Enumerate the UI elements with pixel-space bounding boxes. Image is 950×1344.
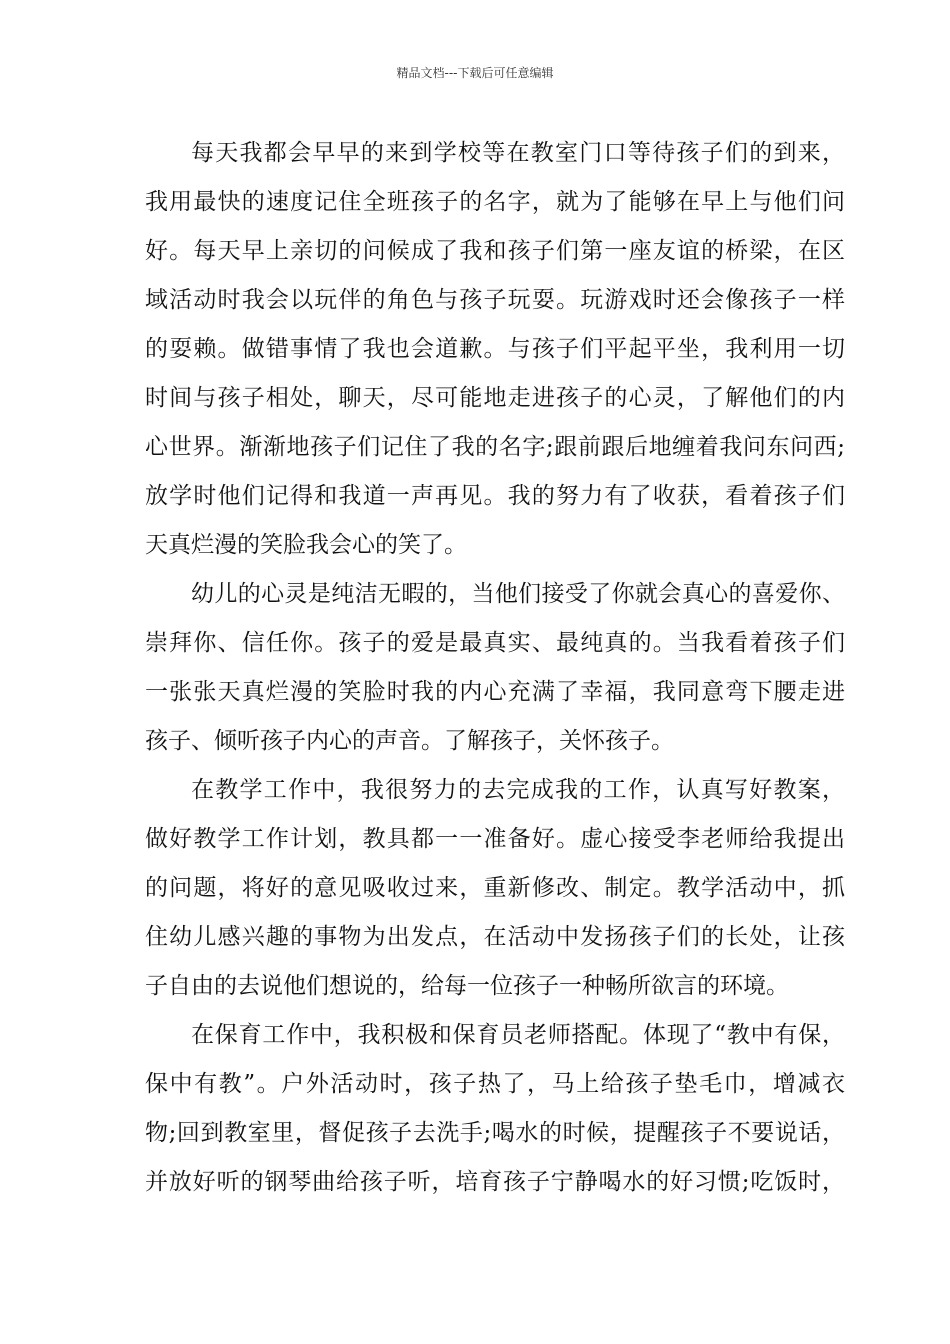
text-line: 并放好听的钢琴曲给孩子听，培育孩子宁静喝水的好习惯;吃饭时， bbox=[145, 1169, 845, 1195]
paragraph-1 bbox=[145, 129, 845, 570]
text-line: 的耍赖。做错事情了我也会道歉。与孩子们平起平坐，我利用一切 bbox=[145, 336, 845, 362]
document-body bbox=[145, 129, 845, 1207]
paragraph-3 bbox=[145, 766, 845, 1011]
text-line: 在教学工作中，我很努力的去完成我的工作，认真写好教案， bbox=[191, 777, 845, 803]
text-line: 做好教学工作计划，教具都一一准备好。虚心接受李老师给我提出 bbox=[145, 826, 845, 852]
text-line: 域活动时我会以玩伴的角色与孩子玩耍。玩游戏时还会像孩子一样 bbox=[145, 287, 845, 313]
paragraph-2 bbox=[145, 570, 845, 766]
text-line: 保中有教”。户外活动时，孩子热了，马上给孩子垫毛巾，增减衣 bbox=[145, 1071, 845, 1097]
text-line: 每天我都会早早的来到学校等在教室门口等待孩子们的到来， bbox=[191, 140, 845, 166]
text-line: 在保育工作中，我积极和保育员老师搭配。体现了“教中有保， bbox=[191, 1022, 845, 1048]
text-line: 物;回到教室里，督促孩子去洗手;喝水的时候，提醒孩子不要说话， bbox=[145, 1120, 845, 1146]
text-line: 住幼儿感兴趣的事物为出发点，在活动中发扬孩子们的长处，让孩 bbox=[145, 924, 845, 950]
text-line: 子自由的去说他们想说的，给每一位孩子一种畅所欲言的环境。 bbox=[145, 973, 789, 999]
text-line: 我用最快的速度记住全班孩子的名字，就为了能够在早上与他们问 bbox=[145, 189, 845, 215]
text-line: 时间与孩子相处，聊天，尽可能地走进孩子的心灵，了解他们的内 bbox=[145, 385, 845, 411]
text-line: 的问题，将好的意见吸收过来，重新修改、制定。教学活动中，抓 bbox=[145, 875, 845, 901]
text-line: 幼儿的心灵是纯洁无暇的，当他们接受了你就会真心的喜爱你、 bbox=[191, 581, 845, 607]
text-line: 放学时他们记得和我道一声再见。我的努力有了收获，看着孩子们 bbox=[145, 483, 845, 509]
text-line: 天真烂漫的笑脸我会心的笑了。 bbox=[145, 532, 467, 558]
text-line: 好。每天早上亲切的问候成了我和孩子们第一座友谊的桥梁，在区 bbox=[145, 238, 845, 264]
paragraph-4 bbox=[145, 1011, 845, 1207]
text-line: 心世界。渐渐地孩子们记住了我的名字;跟前跟后地缠着我问东问西; bbox=[145, 434, 845, 460]
page-header: 精品文档---下载后可任意编辑 bbox=[396, 66, 554, 80]
text-line: 一张张天真烂漫的笑脸时我的内心充满了幸福，我同意弯下腰走进 bbox=[145, 679, 845, 705]
text-line: 崇拜你、信任你。孩子的爱是最真实、最纯真的。当我看着孩子们 bbox=[145, 630, 845, 656]
text-line: 孩子、倾听孩子内心的声音。了解孩子，关怀孩子。 bbox=[145, 728, 674, 754]
